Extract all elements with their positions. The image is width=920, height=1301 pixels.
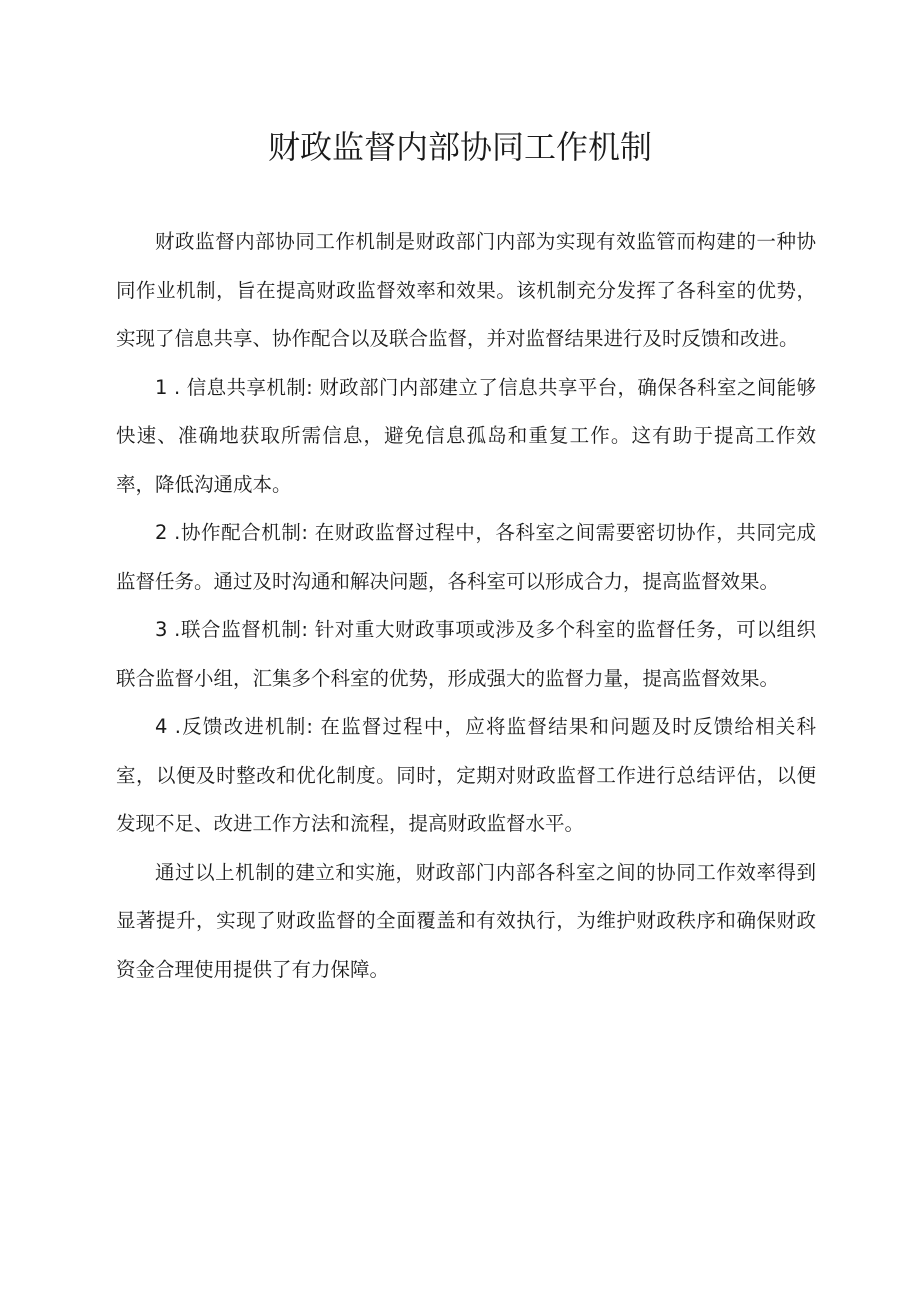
paragraph-info-sharing: 1 . 信息共享机制: 财政部门内部建立了信息共享平台，确保各科室之间能够快速、准确地获取所需信息，避免信息孤岛和重复工作。这有助于提高工作效率，降低沟通成本。 bbox=[116, 375, 816, 496]
document-body bbox=[116, 218, 816, 994]
paragraph-conclusion: 通过以上机制的建立和实施，财政部门内部各科室之间的协同工作效率得到显著提升，实现了财政监督的全面覆盖和有效执行，为维护财政秩序和确保财政资金合理使用提供了有力保障。 bbox=[116, 860, 816, 981]
paragraph-intro: 财政监督内部协同工作机制是财政部门内部为实现有效监管而构建的一种协同作业机制，旨在提高财政监督效率和效果。该机制充分发挥了各科室的优势，实现了信息共享、协作配合以及联合监督，并对监督结果进行及时反馈和改进。 bbox=[116, 230, 816, 350]
paragraph-feedback: 4 .反馈改进机制: 在监督过程中，应将监督结果和问题及时反馈给相关科室，以便及时整改和优化制度。同时，定期对财政监督工作进行总结评估，以便发现不足、改进工作方法和流程，提高财政监督水平。 bbox=[116, 715, 816, 835]
document-title: 财政监督内部协同工作机制 bbox=[267, 128, 652, 166]
paragraph-collaboration: 2 .协作配合机制: 在财政监督过程中，各科室之间需要密切协作，共同完成监督任务。通过及时沟通和解决问题，各科室可以形成合力，提高监督效果。 bbox=[116, 521, 816, 593]
paragraph-joint-supervision: 3 .联合监督机制: 针对重大财政事项或涉及多个科室的监督任务，可以组织联合监督小组，汇集多个科室的优势，形成强大的监督力量，提高监督效果。 bbox=[116, 618, 816, 690]
